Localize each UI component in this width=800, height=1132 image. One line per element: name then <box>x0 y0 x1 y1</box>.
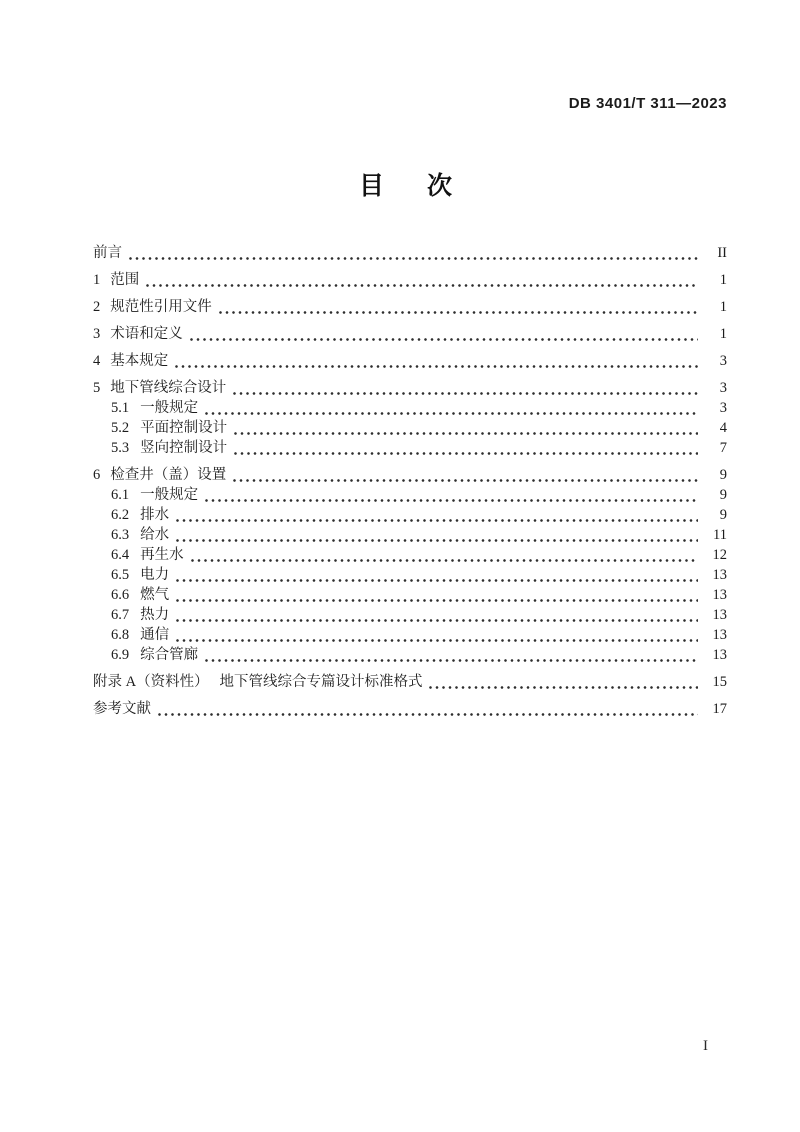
toc-entry-number: 6.2 <box>111 507 130 523</box>
toc-entry-number: 1 <box>93 272 101 288</box>
toc-entry-number: 6.8 <box>111 627 130 643</box>
standard-code: DB 3401/T 311—2023 <box>568 95 727 112</box>
toc-entry-page: 4 <box>719 420 727 436</box>
toc-leader-dots <box>190 324 698 344</box>
toc-entry-label: 综合管廊 <box>140 647 199 663</box>
toc-entry-label: 范围 <box>110 272 140 288</box>
toc-entry <box>93 398 727 418</box>
toc-entry-label: 前言 <box>93 245 122 261</box>
toc-entry <box>93 605 727 625</box>
toc-entry-number: 6 <box>93 467 101 483</box>
toc-entry-number: 6.4 <box>111 547 130 563</box>
toc-leader-dots <box>146 270 698 290</box>
toc-leader-dots <box>205 398 698 418</box>
toc-entry <box>93 465 727 485</box>
toc-entry-label: 排水 <box>140 507 170 523</box>
toc-entry-page: 7 <box>719 440 727 456</box>
toc-entry <box>93 545 727 565</box>
toc-entry-page: 3 <box>719 400 727 416</box>
toc-entry <box>93 243 727 263</box>
toc-leader-dots <box>176 605 698 625</box>
toc-entry-label: 通信 <box>140 627 170 643</box>
toc-entry <box>93 699 727 719</box>
toc-leader-dots <box>158 699 698 719</box>
toc-entry <box>93 351 727 371</box>
toc-entry-page: 1 <box>719 272 727 288</box>
toc-entry-page: 3 <box>719 380 727 396</box>
toc-entry-page: 12 <box>712 547 727 563</box>
toc-list <box>93 236 727 719</box>
toc-entry <box>93 525 727 545</box>
toc-entry-page: 13 <box>712 607 727 623</box>
toc-entry <box>93 378 727 398</box>
toc-entry-label: 热力 <box>140 607 170 623</box>
toc-entry-page: 17 <box>712 701 727 717</box>
toc-entry-label: 竖向控制设计 <box>140 440 228 456</box>
toc-entry-number: 3 <box>93 326 101 342</box>
toc-leader-dots <box>234 438 698 458</box>
toc-entry-number: 6.3 <box>111 527 130 543</box>
toc-entry <box>93 270 727 290</box>
toc-entry-label: 一般规定 <box>140 400 199 416</box>
toc-entry-page: 13 <box>712 587 727 603</box>
toc-entry-label: 基本规定 <box>110 353 169 369</box>
toc-entry-page: 9 <box>719 487 727 503</box>
toc-entry-page: 13 <box>712 627 727 643</box>
toc-entry-number: 5.1 <box>111 400 130 416</box>
toc-entry-page: 1 <box>719 299 727 315</box>
toc-entry-page: 9 <box>719 507 727 523</box>
toc-leader-dots <box>175 351 698 371</box>
toc-entry-number: 2 <box>93 299 101 315</box>
toc-entry-label: 平面控制设计 <box>140 420 228 436</box>
toc-entry-label: 检查井（盖）设置 <box>110 467 227 483</box>
toc-leader-dots <box>176 585 698 605</box>
toc-entry <box>93 418 727 438</box>
toc-entry <box>93 485 727 505</box>
toc-leader-dots <box>219 297 698 317</box>
toc-entry-page: 3 <box>719 353 727 369</box>
toc-entry <box>93 645 727 665</box>
toc-entry <box>93 565 727 585</box>
toc-entry-page: II <box>717 245 727 261</box>
toc-leader-dots <box>205 645 698 665</box>
toc-entry-label: 参考文献 <box>93 701 151 717</box>
toc-leader-dots <box>233 378 698 398</box>
page-title: 目 次 <box>358 172 461 200</box>
toc-entry-page: 13 <box>712 567 727 583</box>
toc-entry-number: 5.3 <box>111 440 130 456</box>
toc-entry-label: 地下管线综合设计 <box>110 380 227 396</box>
toc-leader-dots <box>429 672 698 692</box>
toc-leader-dots <box>176 625 698 645</box>
toc-leader-dots <box>205 485 698 505</box>
toc-entry <box>93 672 727 692</box>
toc-leader-dots <box>176 565 698 585</box>
toc-entry-label: 燃气 <box>140 587 170 603</box>
toc-entry <box>93 585 727 605</box>
toc-leader-dots <box>176 525 698 545</box>
toc-leader-dots <box>233 465 698 485</box>
toc-entry-label: 附录 A（资料性） 地下管线综合专篇设计标准格式 <box>93 674 423 690</box>
toc-leader-dots <box>191 545 698 565</box>
toc-entry-number: 6.1 <box>111 487 130 503</box>
toc-entry-number: 4 <box>93 353 101 369</box>
toc-entry-label: 给水 <box>140 527 170 543</box>
toc-entry-label: 一般规定 <box>140 487 199 503</box>
toc-leader-dots <box>129 243 698 263</box>
toc-entry-number: 6.7 <box>111 607 130 623</box>
toc-entry-page: 13 <box>712 647 727 663</box>
toc-entry <box>93 438 727 458</box>
toc-leader-dots <box>176 505 698 525</box>
toc-entry-number: 6.6 <box>111 587 130 603</box>
toc-entry-page: 15 <box>712 674 727 690</box>
toc-entry-number: 6.9 <box>111 647 130 663</box>
toc-entry-number: 5.2 <box>111 420 130 436</box>
toc-entry <box>93 297 727 317</box>
toc-entry <box>93 505 727 525</box>
toc-entry-page: 9 <box>719 467 727 483</box>
toc-leader-dots <box>234 418 698 438</box>
footer-page-number: I <box>703 1038 708 1054</box>
toc-entry-number: 6.5 <box>111 567 130 583</box>
toc-entry <box>93 625 727 645</box>
toc-entry-page: 1 <box>719 326 727 342</box>
toc-entry-label: 术语和定义 <box>110 326 183 342</box>
toc-entry-label: 再生水 <box>140 547 184 563</box>
toc-entry-label: 电力 <box>140 567 170 583</box>
toc-entry-number: 5 <box>93 380 101 396</box>
toc-entry-label: 规范性引用文件 <box>110 299 212 315</box>
toc-entry <box>93 324 727 344</box>
toc-entry-page: 11 <box>713 527 727 543</box>
